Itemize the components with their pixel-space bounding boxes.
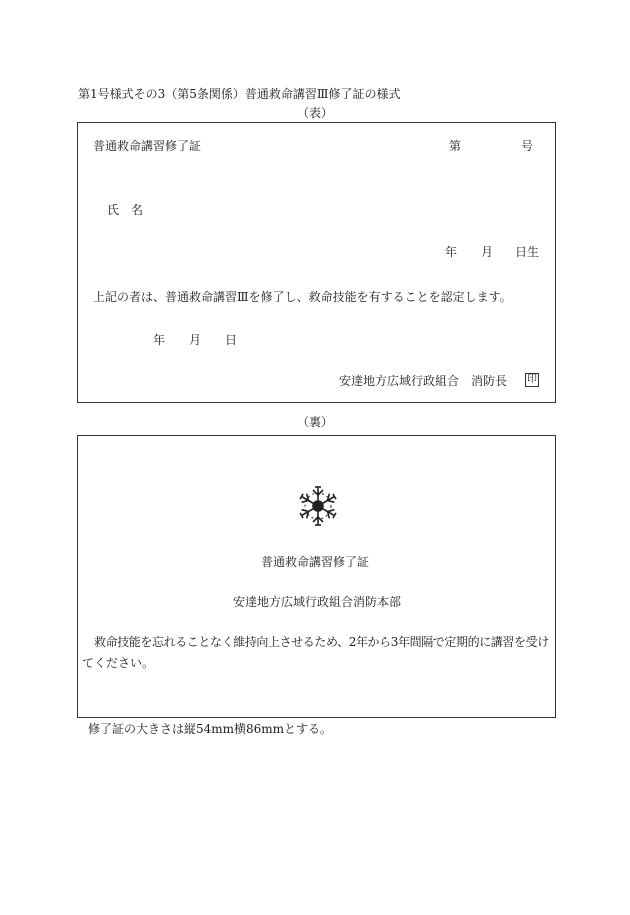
name-label: 氏 名 [107, 203, 144, 217]
front-card [77, 122, 556, 403]
issue-day-label: 日 [225, 333, 238, 347]
back-card [77, 435, 556, 718]
certification-statement: 上記の者は、普通救命講習Ⅲを修了し、救命技能を有することを認定します。 [93, 290, 512, 304]
organization-name: 安達地方広域行政組合消防本部 [233, 595, 402, 609]
seal-icon: 印 [527, 374, 537, 385]
seal-mark [525, 371, 539, 387]
birth-year-label: 年 [445, 245, 458, 259]
back-certificate-title: 普通救命講習修了証 [261, 555, 370, 569]
certificate-title: 普通救命講習修了証 [93, 139, 202, 153]
number-prefix: 第 [449, 139, 462, 153]
birth-day-label: 日生 [515, 245, 540, 259]
issue-year-label: 年 [153, 333, 166, 347]
issue-month-label: 月 [189, 333, 202, 347]
form-title: 第1号様式その3（第5条関係）普通救命講習Ⅲ修了証の様式 [78, 87, 401, 101]
message-line-1: 救命技能を忘れることなく維持向上させるため、2年から3年間隔で定期的に講習を受け [94, 635, 549, 649]
emblem-icon [296, 484, 340, 528]
message-line-2: てください。 [82, 656, 155, 670]
front-label: （表） [297, 106, 334, 120]
birth-month-label: 月 [481, 245, 494, 259]
number-suffix: 号 [521, 139, 534, 153]
issuer-name: 安達地方広域行政組合 消防長 [339, 374, 508, 388]
size-note: 修了証の大きさは縦54mm横86mmとする。 [88, 722, 333, 736]
back-label: （裏） [297, 415, 334, 429]
